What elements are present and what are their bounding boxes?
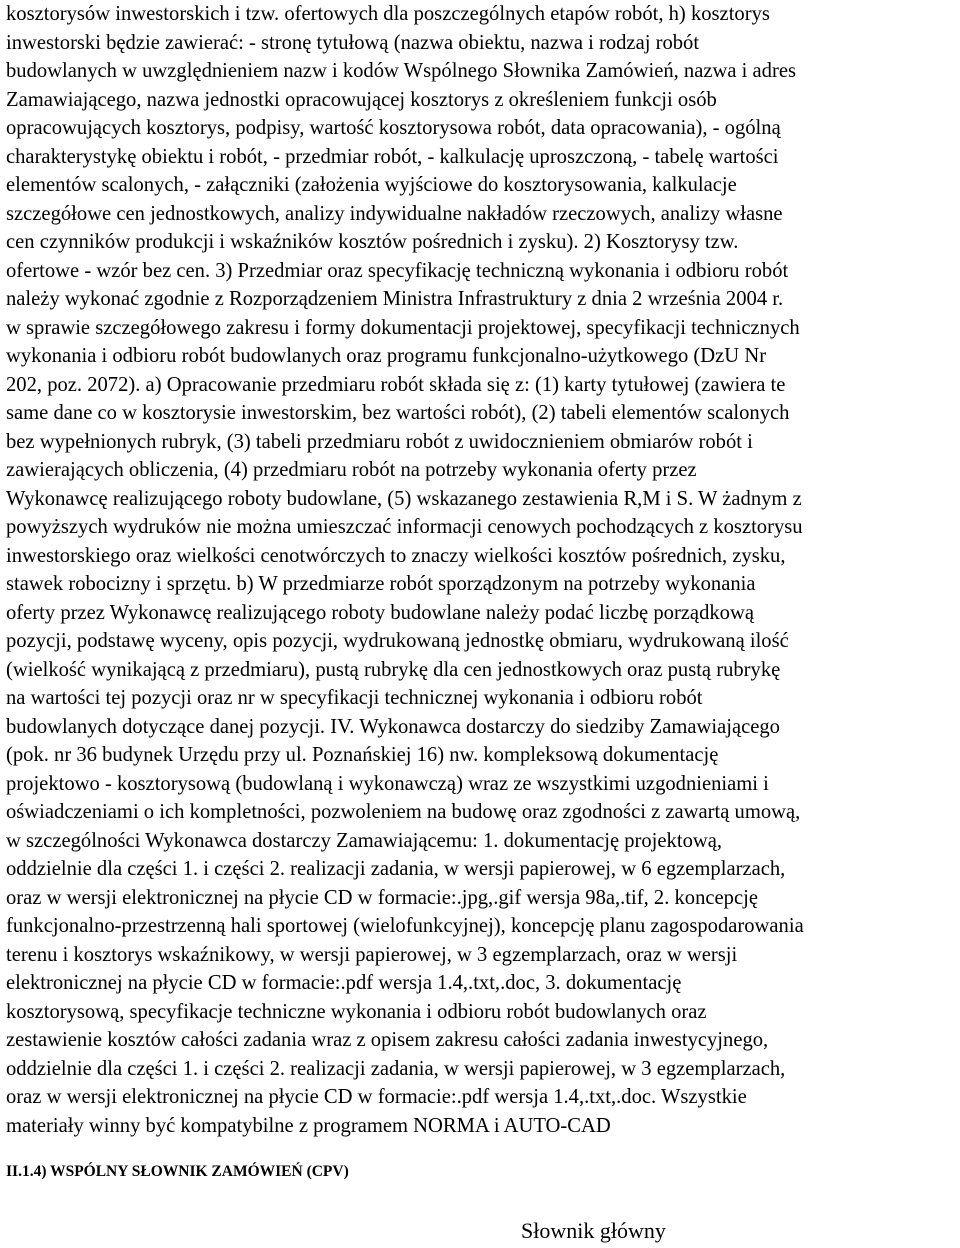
body-text-line: projektowo - kosztorysową (budowlaną i wykonawczą) wraz ze wszystkimi uzgodnieniami i [6,772,769,795]
body-text-line: oraz w wersji elektronicznej na płycie CD w formacie:.pdf wersja 1.4,.txt,.doc. Wszystkie [6,1086,747,1108]
body-text-line: oraz w wersji elektronicznej na płycie CD w formacie:.jpg,.gif wersja 98a,.tif, 2. koncepcję [6,886,758,909]
body-text-line: Wykonawcę realizującego roboty budowlane, (5) wskazanego zestawienia R,M i S. W żadnym z [6,487,802,510]
body-text-line: terenu i kosztorys wskaźnikowy, w wersji papierowej, w 3 egzemplarzach, oraz w wersji [6,943,738,966]
body-text-line: (wielkość wynikającą z przedmiaru), pustą rubrykę dla cen jednostkowych oraz pustą rubrykę [6,658,781,681]
body-text-line: zestawienie kosztów całości zadania wraz z opisem zakresu całości zadania inwestycyjnego, [6,1029,769,1051]
body-text-line: pozycji, podstawę wyceny, opis pozycji, wydrukowaną jednostkę obmiaru, wydrukowaną ilość [6,630,789,652]
body-text-line: należy wykonać zgodnie z Rozporządzeniem Ministra Infrastruktury z dnia 2 września 2004 r. [6,288,784,310]
body-text-line: w szczególności Wykonawca dostarczy Zamawiającemu: 1. dokumentację projektową, [6,829,723,852]
body-text-line: wykonania i odbioru robót budowlanych oraz programu funkcjonalno-użytkowego (DzU Nr [6,345,767,367]
body-text-line: opracowujących kosztorys, podpisy, wartość kosztorysowa robót, data opracowania), - ogólną [6,117,781,139]
body-text-line: ofertowe - wzór bez cen. 3) Przedmiar oraz specyfikację techniczną wykonania i odbioru robót [6,259,789,282]
dictionary-label: Słownik główny [521,1218,666,1243]
body-text-line: cen czynników produkcji i wskaźników kosztów pośrednich i zysku). 2) Kosztorysy tzw. [6,231,739,253]
body-text-line: kosztorysów inwestorskich i tzw. ofertowych dla poszczególnych etapów robót, h) kosztorys [6,3,770,25]
body-text-line: inwestorskiego oraz wielkości cenotwórczych to znaczy wielkości kosztów pośrednich, zysku, [6,544,786,567]
body-text-line: bez wypełnionych rubryk, (3) tabeli przedmiaru robót z uwidocznieniem obmiarów robót i [6,430,753,453]
body-text-line: charakterystykę obiektu i robót, - przedmiar robót, - kalkulację uproszczoną, - tabelę wartości [6,145,779,168]
body-text-line: elementów scalonych, - załączniki (założenia wyjściowe do kosztorysowania, kalkulacje [6,174,737,196]
body-text-line: oddzielnie dla części 1. i części 2. realizacji zadania, w wersji papierowej, w 6 egzemplarzach, [6,858,786,880]
body-text-line: szczegółowe cen jednostkowych, analizy indywidualne nakładów rzeczowych, analizy własne [6,202,783,225]
section-heading: II.1.4) WSPÓLNY SŁOWNIK ZAMÓWIEŃ (CPV) [6,1163,349,1180]
body-text-line: 202, poz. 2072). a) Opracowanie przedmiaru robót składa się z: (1) karty tytułowej (zawiera te [6,373,786,396]
body-text-line: stawek robocizny i sprzętu. b) W przedmiarze robót sporządzonym na potrzeby wykonania [6,573,756,595]
body-text-line: kosztorysową, specyfikacje techniczne wykonania i odbioru robót budowlanych oraz [6,1000,707,1023]
body-text-line: Zamawiającego, nazwa jednostki opracowującej kosztorys z określeniem funkcji osób [6,88,717,111]
body-text-line: oferty przez Wykonawcę realizującego roboty budowlane należy podać liczbę porządkową [6,601,754,624]
body-text-line: materiały winny być kompatybilne z programem NORMA i AUTO-CAD [6,1114,611,1137]
body-text [6,0,960,1140]
body-text-line: powyższych wydruków nie można umieszczać informacji cenowych pochodzących z kosztorysu [6,516,803,538]
body-text-line: budowlanych w uwzględnieniem nazw i kodów Wspólnego Słownika Zamówień, nazwa i adres [6,60,796,82]
body-text-line: same dane co w kosztorysie inwestorskim, bez wartości robót), (2) tabeli elementów scalonych [6,402,790,424]
body-text-line: oświadczeniami o ich kompletności, pozwoleniem na budowę oraz zgodności z zawartą umową, [6,801,801,823]
body-text-line: w sprawie szczegółowego zakresu i formy dokumentacji projektowej, specyfikacji technicznych [6,316,800,339]
body-text-line: inwestorski będzie zawierać: - stronę tytułową (nazwa obiektu, nazwa i rodzaj robót [6,31,700,54]
body-text-line: budowlanych dotyczące danej pozycji. IV. Wykonawca dostarczy do siedziby Zamawiającego [6,715,780,738]
body-text-line: funkcjonalno-przestrzenną hali sportowej (wielofunkcyjnej), koncepcję planu zagospodarowania [6,915,804,937]
body-text-line: elektronicznej na płycie CD w formacie:.pdf wersja 1.4,.txt,.doc, 3. dokumentację [6,972,682,994]
body-text-line: na wartości tej pozycji oraz nr w specyfikacji technicznej wykonania i odbioru robót [6,687,703,709]
body-text-line: (pok. nr 36 budynek Urzędu przy ul. Poznańskiej 16) nw. kompleksową dokumentację [6,744,719,766]
body-text-line: oddzielnie dla części 1. i części 2. realizacji zadania, w wersji papierowej, w 3 egzemplarzach, [6,1057,786,1080]
body-text-line: zawierających obliczenia, (4) przedmiaru robót na potrzeby wykonania oferty przez [6,459,697,481]
